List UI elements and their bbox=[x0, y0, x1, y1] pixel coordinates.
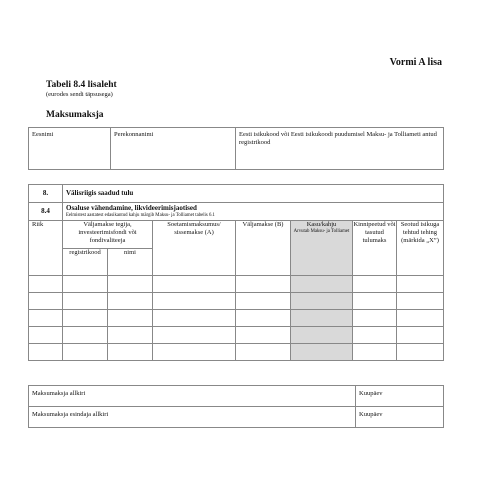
first-name-field[interactable] bbox=[29, 128, 111, 170]
table-cell[interactable] bbox=[291, 327, 353, 344]
table-cell[interactable] bbox=[63, 310, 108, 327]
table-cell[interactable] bbox=[353, 344, 397, 361]
table-cell[interactable] bbox=[291, 344, 353, 361]
sheet-title: Tabeli 8.4 lisaleht bbox=[46, 80, 117, 90]
table-row bbox=[29, 327, 444, 344]
table-row bbox=[29, 276, 444, 293]
table-cell[interactable] bbox=[291, 293, 353, 310]
table-cell[interactable] bbox=[353, 276, 397, 293]
col-payment: Väljamakse (B) bbox=[236, 221, 291, 276]
table-cell[interactable] bbox=[397, 276, 444, 293]
foreign-income-table bbox=[28, 184, 444, 361]
payer-info-table bbox=[28, 127, 444, 170]
table-cell[interactable] bbox=[397, 344, 444, 361]
payer-heading: Maksumaksja bbox=[46, 110, 104, 120]
first-name-label: Eesnimi bbox=[32, 131, 54, 138]
table-cell[interactable] bbox=[63, 293, 108, 310]
payer-signature-field[interactable] bbox=[29, 386, 356, 407]
payer-signature-label: Maksumaksja allkiri bbox=[32, 390, 86, 397]
table-cell[interactable] bbox=[353, 293, 397, 310]
table-cell[interactable] bbox=[108, 327, 153, 344]
subsection-row bbox=[29, 203, 444, 221]
sheet-subtitle: (eurodes sendi täpsusega) bbox=[46, 91, 113, 98]
profit-loss-note: Arvutab Maksu- ja Tolliamet bbox=[293, 229, 350, 235]
id-code-field[interactable] bbox=[236, 128, 444, 170]
subsection-note: Eelmistest aastatest edasikantud kahju märgib Maksu- ja Tolliamet tabelis 6.1 bbox=[66, 213, 215, 219]
table-cell[interactable] bbox=[236, 293, 291, 310]
col-country: Riik bbox=[29, 221, 63, 276]
table-row bbox=[29, 344, 444, 361]
table-cell[interactable] bbox=[153, 327, 236, 344]
payer-signature-row bbox=[29, 386, 444, 407]
section-number: 8. bbox=[29, 185, 63, 203]
table-cell[interactable] bbox=[153, 310, 236, 327]
payer-info-row bbox=[29, 128, 444, 170]
col-related-party: Seotud isikuga tehtud tehing (märkida „X”) bbox=[397, 221, 444, 276]
section-row bbox=[29, 185, 444, 203]
table-cell[interactable] bbox=[29, 293, 63, 310]
last-name-field[interactable] bbox=[111, 128, 236, 170]
last-name-label: Perekonnanimi bbox=[114, 131, 154, 138]
table-row bbox=[29, 310, 444, 327]
payer-date-label: Kuupäev bbox=[359, 390, 383, 397]
table-cell[interactable] bbox=[153, 293, 236, 310]
table-cell[interactable] bbox=[353, 327, 397, 344]
subsection-title: Osaluse vähendamine, likvideerimisjaotised bbox=[66, 204, 197, 213]
table-cell[interactable] bbox=[236, 276, 291, 293]
table-cell[interactable] bbox=[108, 276, 153, 293]
table-cell[interactable] bbox=[108, 310, 153, 327]
col-payer-regcode: registrikood bbox=[63, 249, 108, 276]
table-cell[interactable] bbox=[353, 310, 397, 327]
table-cell[interactable] bbox=[236, 327, 291, 344]
table-cell[interactable] bbox=[63, 276, 108, 293]
table-cell[interactable] bbox=[153, 344, 236, 361]
table-cell[interactable] bbox=[236, 310, 291, 327]
table-cell[interactable] bbox=[397, 310, 444, 327]
table-cell[interactable] bbox=[29, 310, 63, 327]
representative-date-label: Kuupäev bbox=[359, 411, 383, 418]
representative-signature-label: Maksumaksja esindaja allkiri bbox=[32, 411, 109, 418]
form-name: Vormi A lisa bbox=[389, 57, 442, 68]
col-profit-loss bbox=[291, 221, 353, 276]
table-cell[interactable] bbox=[236, 344, 291, 361]
representative-date-field[interactable] bbox=[356, 407, 444, 428]
table-cell[interactable] bbox=[63, 344, 108, 361]
id-code-label: Eesti isikukood või Eesti isikukoodi puudumisel Maksu- ja Tolliameti antud registrikood bbox=[239, 131, 437, 147]
representative-signature-row bbox=[29, 407, 444, 428]
table-cell[interactable] bbox=[108, 293, 153, 310]
section-title: Välisriigis saadud tulu bbox=[63, 185, 444, 203]
table-cell[interactable] bbox=[397, 293, 444, 310]
signature-table bbox=[28, 385, 444, 428]
representative-signature-field[interactable] bbox=[29, 407, 356, 428]
table-cell[interactable] bbox=[291, 310, 353, 327]
data-rows bbox=[29, 276, 444, 361]
table-cell[interactable] bbox=[29, 327, 63, 344]
payer-date-field[interactable] bbox=[356, 386, 444, 407]
col-withheld-tax: Kinnipeetud või tasutud tulumaks bbox=[353, 221, 397, 276]
col-payer-name: nimi bbox=[108, 249, 153, 276]
table-cell[interactable] bbox=[153, 276, 236, 293]
table-cell[interactable] bbox=[108, 344, 153, 361]
subsection-title-cell bbox=[63, 203, 444, 221]
column-header-row bbox=[29, 221, 444, 249]
col-payer: Väljamakse tegija, investeerimisfondi või fondivaliteeja bbox=[63, 221, 153, 249]
table-row bbox=[29, 293, 444, 310]
subsection-number: 8.4 bbox=[29, 203, 63, 221]
col-acquisition: Soetamismaksumus/ sissemakse (A) bbox=[153, 221, 236, 276]
table-cell[interactable] bbox=[291, 276, 353, 293]
table-cell[interactable] bbox=[29, 344, 63, 361]
table-cell[interactable] bbox=[397, 327, 444, 344]
profit-loss-label: Kasu/kahju bbox=[306, 221, 337, 228]
table-cell[interactable] bbox=[29, 276, 63, 293]
table-cell[interactable] bbox=[63, 327, 108, 344]
